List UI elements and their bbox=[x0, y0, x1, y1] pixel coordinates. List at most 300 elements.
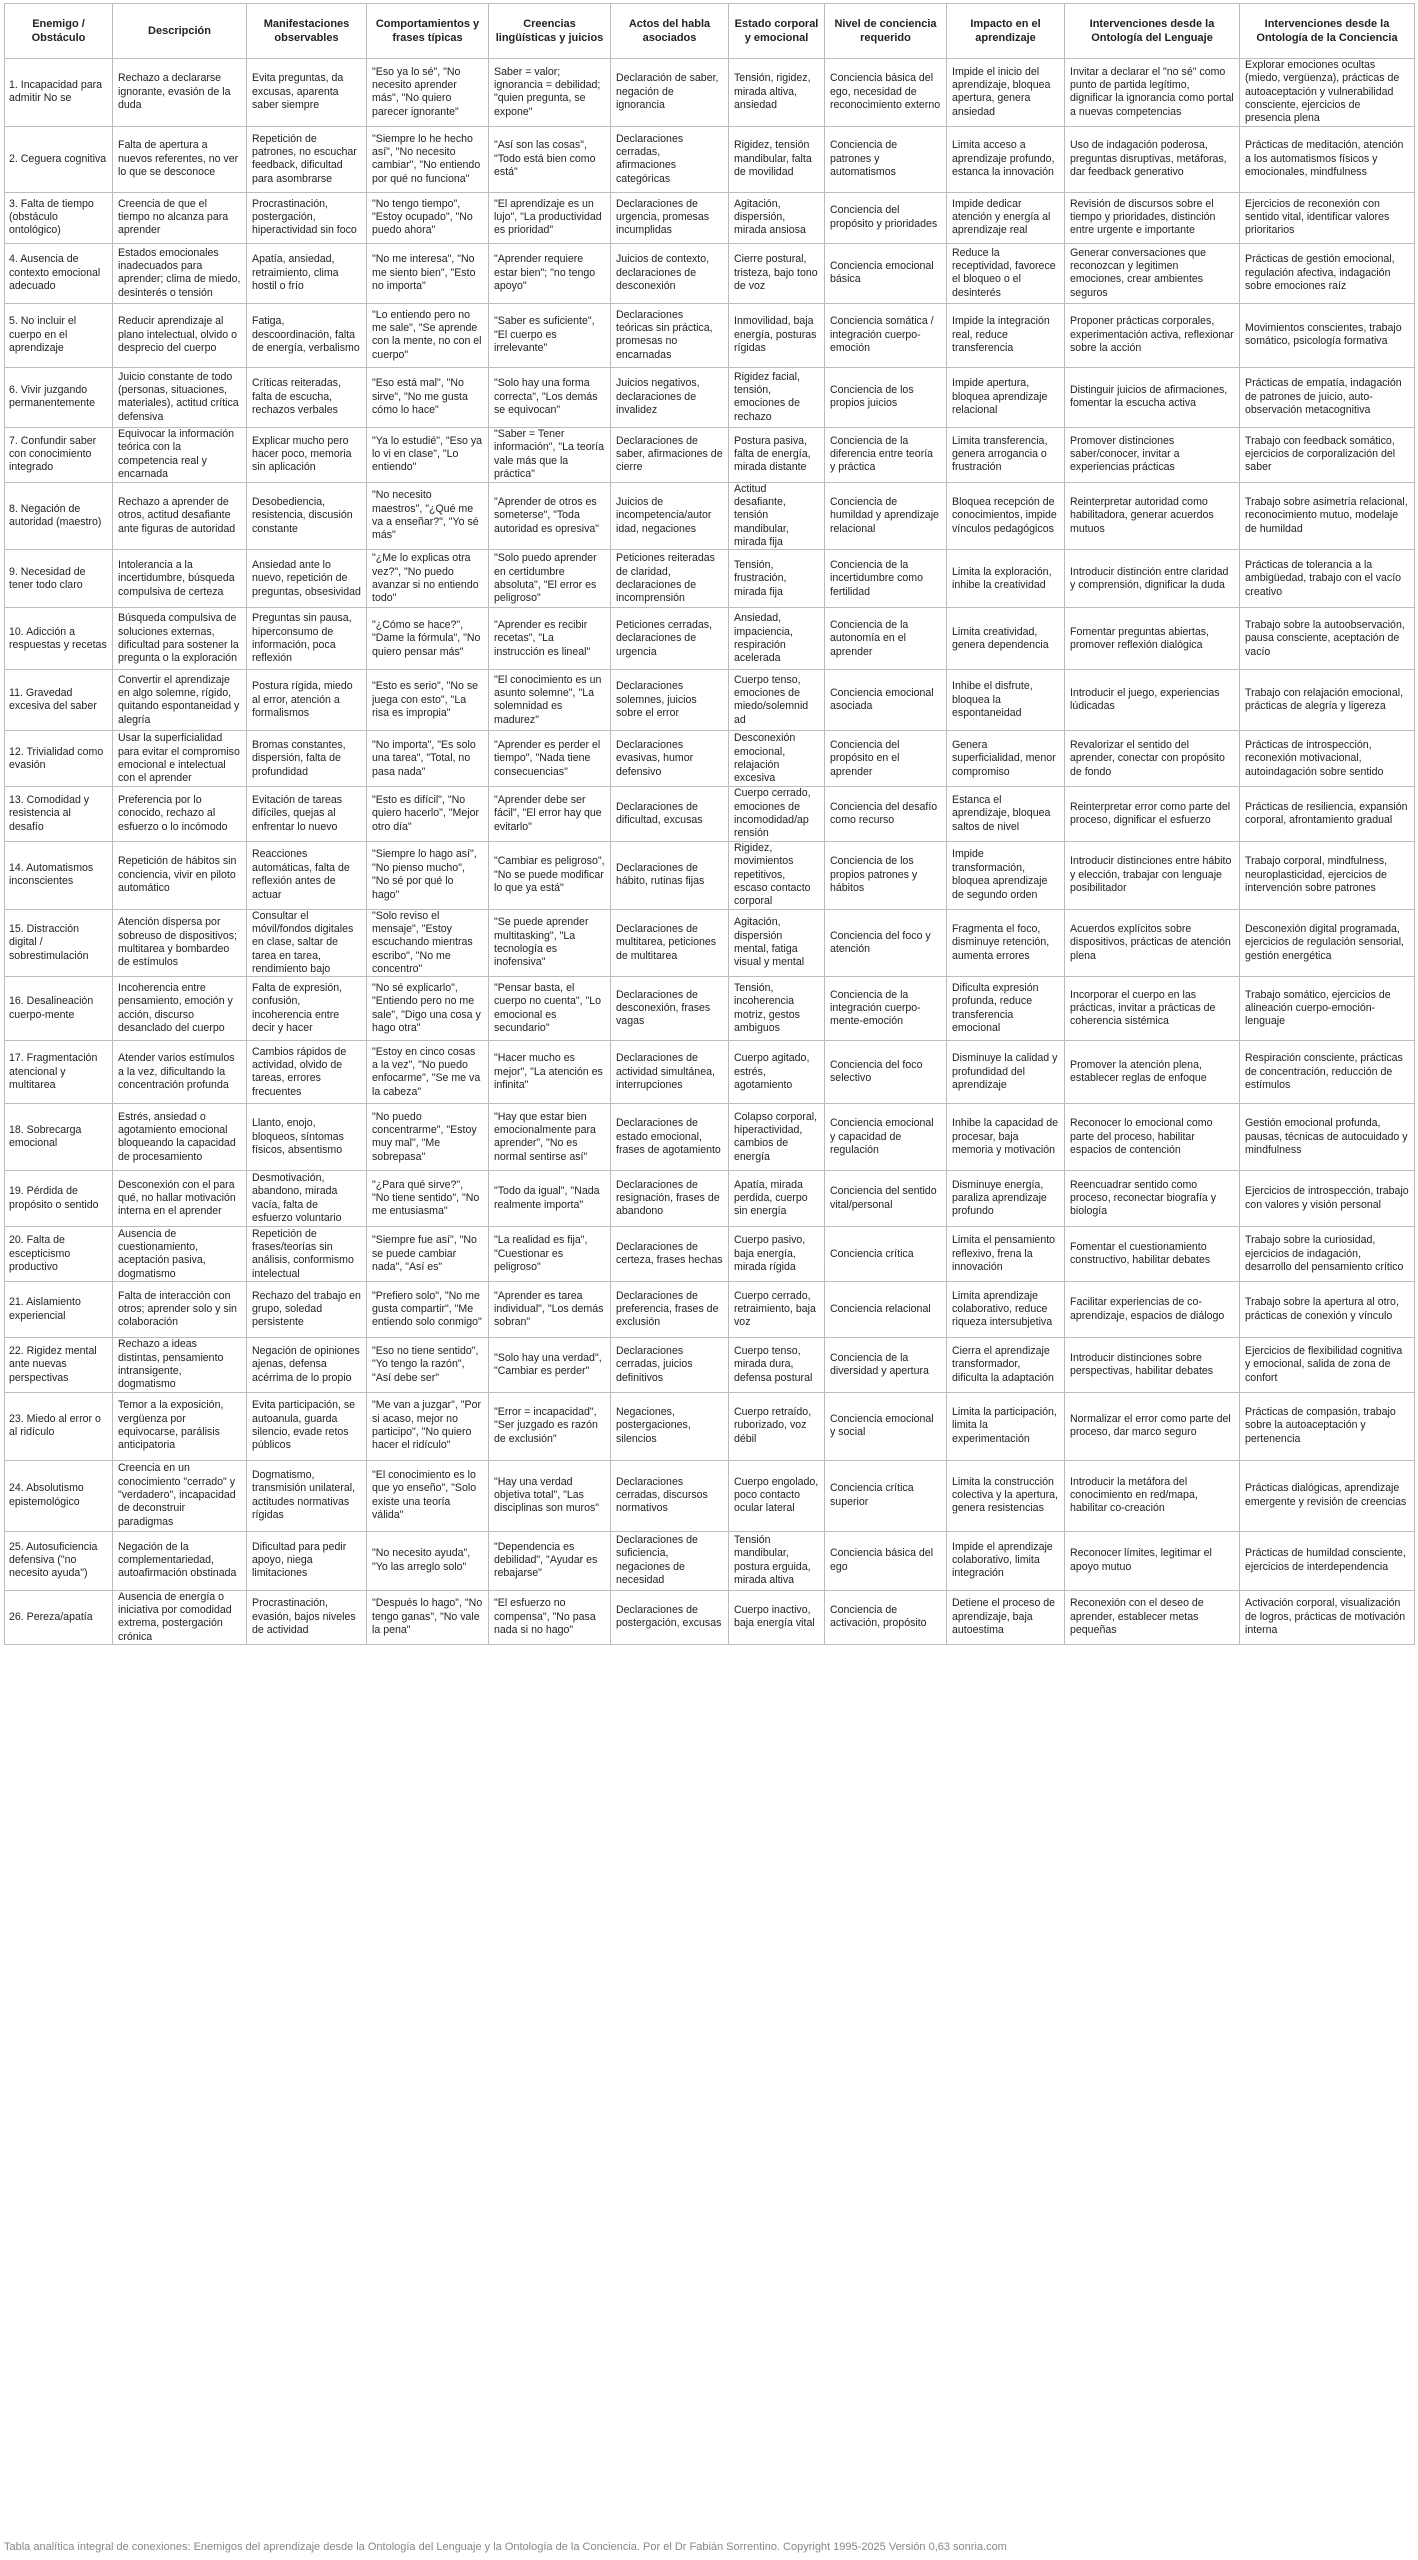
cell-body-state: Apatía, mirada perdida, cuerpo sin energía bbox=[729, 1171, 825, 1227]
cell-phrases: "No puedo concentrarme", "Estoy muy mal", "Me sobrepasa" bbox=[367, 1104, 489, 1171]
cell-learning-impact: Inhibe la capacidad de procesar, baja memoria y motivación bbox=[947, 1104, 1065, 1171]
cell-description: Rechazo a declararse ignorante, evasión de la duda bbox=[113, 59, 247, 127]
cell-obstacle: 7. Confundir saber con conocimiento integrado bbox=[5, 427, 113, 482]
cell-learning-impact: Limita el pensamiento reflexivo, frena la innovación bbox=[947, 1227, 1065, 1282]
cell-description: Desconexión con el para qué, no hallar motivación interna en el aprender bbox=[113, 1171, 247, 1227]
cell-learning-impact: Impide el inicio del aprendizaje, bloquea apertura, genera ansiedad bbox=[947, 59, 1065, 127]
cell-description: Juicio constante de todo (personas, situaciones, materiales), actitud crítica defensiva bbox=[113, 367, 247, 427]
cell-phrases: "Después lo hago", "No tengo ganas", "No vale la pena" bbox=[367, 1590, 489, 1644]
cell-beliefs: "Cambiar es peligroso", "No se puede modificar lo que ya está" bbox=[489, 841, 611, 909]
cell-body-state: Cuerpo agitado, estrés, agotamiento bbox=[729, 1041, 825, 1104]
cell-beliefs: "Se puede aprender multitasking", "La tecnología es inofensiva" bbox=[489, 909, 611, 977]
cell-consciousness-intervention: Activación corporal, visualización de logros, prácticas de motivación interna bbox=[1240, 1590, 1415, 1644]
cell-beliefs: "Aprender es perder el tiempo", "Nada tiene consecuencias" bbox=[489, 731, 611, 787]
cell-language-intervention: Introducir distinciones entre hábito y elección, trabajar con lenguaje posibilitador bbox=[1065, 841, 1240, 909]
cell-consciousness-intervention: Gestión emocional profunda, pausas, técnicas de autocuidado y mindfulness bbox=[1240, 1104, 1415, 1171]
cell-consciousness-intervention: Prácticas de resiliencia, expansión corporal, afrontamiento gradual bbox=[1240, 787, 1415, 841]
cell-awareness-level: Conciencia emocional y capacidad de regulación bbox=[825, 1104, 947, 1171]
cell-beliefs: "Error = incapacidad", "Ser juzgado es razón de exclusión" bbox=[489, 1392, 611, 1460]
cell-beliefs: "El esfuerzo no compensa", "No pasa nada si no hago" bbox=[489, 1590, 611, 1644]
cell-awareness-level: Conciencia relacional bbox=[825, 1282, 947, 1338]
table-row bbox=[5, 1227, 1415, 1282]
cell-awareness-level: Conciencia de la diversidad y apertura bbox=[825, 1338, 947, 1392]
table-row bbox=[5, 1590, 1415, 1644]
cell-obstacle: 18. Sobrecarga emocional bbox=[5, 1104, 113, 1171]
cell-body-state: Tensión mandibular, postura erguida, mirada altiva bbox=[729, 1531, 825, 1590]
cell-consciousness-intervention: Trabajo con relajación emocional, prácticas de alegría y ligereza bbox=[1240, 670, 1415, 731]
cell-consciousness-intervention: Ejercicios de introspección, trabajo con valores y visión personal bbox=[1240, 1171, 1415, 1227]
cell-phrases: "Lo entiendo pero no me sale", "Se aprende con la mente, no con el cuerpo" bbox=[367, 303, 489, 367]
cell-beliefs: "El aprendizaje es un lujo", "La productividad es prioridad" bbox=[489, 192, 611, 243]
cell-body-state: Colapso corporal, hiperactividad, cambios de energía bbox=[729, 1104, 825, 1171]
cell-language-intervention: Reinterpretar autoridad como habilitadora, generar acuerdos mutuos bbox=[1065, 482, 1240, 550]
table-row bbox=[5, 367, 1415, 427]
cell-speech-acts: Declaraciones teóricas sin práctica, promesas no encarnadas bbox=[611, 303, 729, 367]
cell-consciousness-intervention: Prácticas de empatía, indagación de patrones de juicio, auto-observación metacognitiva bbox=[1240, 367, 1415, 427]
cell-obstacle: 24. Absolutismo epistemológico bbox=[5, 1460, 113, 1531]
cell-beliefs: "Saber = Tener información", "La teoría vale más que la práctica" bbox=[489, 427, 611, 482]
cell-awareness-level: Conciencia básica del ego, necesidad de reconocimiento externo bbox=[825, 59, 947, 127]
cell-speech-acts: Declaraciones de saber, afirmaciones de cierre bbox=[611, 427, 729, 482]
document-page bbox=[4, 3, 1414, 1645]
cell-phrases: "No necesito maestros", "¿Qué me va a enseñar?", "Yo sé más" bbox=[367, 482, 489, 550]
cell-consciousness-intervention: Trabajo sobre asimetría relacional, reconocimiento mutuo, modelaje de humildad bbox=[1240, 482, 1415, 550]
cell-language-intervention: Introducir la metáfora del conocimiento en red/mapa, habilitar co-creación bbox=[1065, 1460, 1240, 1531]
table-row bbox=[5, 1041, 1415, 1104]
cell-speech-acts: Juicios negativos, declaraciones de invalidez bbox=[611, 367, 729, 427]
cell-phrases: "Eso ya lo sé", "No necesito aprender más", "No quiero parecer ignorante" bbox=[367, 59, 489, 127]
cell-phrases: "Solo reviso el mensaje", "Estoy escuchando mientras escribo", "No me concentro" bbox=[367, 909, 489, 977]
cell-consciousness-intervention: Prácticas de tolerancia a la ambigüedad, trabajo con el vacío creativo bbox=[1240, 550, 1415, 608]
cell-manifestations: Críticas reiteradas, falta de escucha, rechazos verbales bbox=[247, 367, 367, 427]
cell-obstacle: 3. Falta de tiempo (obstáculo ontológico) bbox=[5, 192, 113, 243]
cell-awareness-level: Conciencia crítica bbox=[825, 1227, 947, 1282]
table-row bbox=[5, 1531, 1415, 1590]
cell-body-state: Inmovilidad, baja energía, posturas rígidas bbox=[729, 303, 825, 367]
cell-obstacle: 4. Ausencia de contexto emocional adecuado bbox=[5, 243, 113, 303]
cell-manifestations: Desobediencia, resistencia, discusión constante bbox=[247, 482, 367, 550]
cell-speech-acts: Declaraciones de suficiencia, negaciones de necesidad bbox=[611, 1531, 729, 1590]
table-row bbox=[5, 59, 1415, 127]
cell-speech-acts: Declaraciones cerradas, afirmaciones categóricas bbox=[611, 126, 729, 192]
cell-manifestations: Explicar mucho pero hacer poco, memoria sin aplicación bbox=[247, 427, 367, 482]
cell-consciousness-intervention: Ejercicios de flexibilidad cognitiva y emocional, salida de zona de confort bbox=[1240, 1338, 1415, 1392]
cell-manifestations: Desmotivación, abandono, mirada vacía, falta de esfuerzo voluntario bbox=[247, 1171, 367, 1227]
cell-body-state: Cuerpo cerrado, emociones de incomodidad/ap rensión bbox=[729, 787, 825, 841]
cell-beliefs: "Solo puedo aprender en certidumbre absoluta", "El error es peligroso" bbox=[489, 550, 611, 608]
table-row bbox=[5, 1171, 1415, 1227]
cell-beliefs: "Solo hay una forma correcta", "Los demás se equivocan" bbox=[489, 367, 611, 427]
cell-beliefs: "Hacer mucho es mejor", "La atención es infinita" bbox=[489, 1041, 611, 1104]
cell-phrases: "Esto es difícil", "No quiero hacerlo", "Mejor otro día" bbox=[367, 787, 489, 841]
cell-obstacle: 16. Desalineación cuerpo-mente bbox=[5, 977, 113, 1041]
column-header-learning-impact: Impacto en el aprendizaje bbox=[947, 4, 1065, 59]
cell-language-intervention: Reconocer límites, legitimar el apoyo mutuo bbox=[1065, 1531, 1240, 1590]
cell-description: Atención dispersa por sobreuso de dispositivos; multitarea y bombardeo de estímulos bbox=[113, 909, 247, 977]
cell-obstacle: 22. Rigidez mental ante nuevas perspectivas bbox=[5, 1338, 113, 1392]
cell-description: Ausencia de energía o iniciativa por comodidad extrema, postergación crónica bbox=[113, 1590, 247, 1644]
cell-language-intervention: Promover distinciones saber/conocer, invitar a experiencias prácticas bbox=[1065, 427, 1240, 482]
cell-awareness-level: Conciencia somática / integración cuerpo-emoción bbox=[825, 303, 947, 367]
cell-phrases: "¿Me lo explicas otra vez?", "No puedo avanzar si no entiendo todo" bbox=[367, 550, 489, 608]
cell-body-state: Cuerpo tenso, emociones de miedo/solemnid ad bbox=[729, 670, 825, 731]
cell-obstacle: 17. Fragmentación atencional y multitarea bbox=[5, 1041, 113, 1104]
cell-beliefs: "Saber es suficiente", "El cuerpo es irrelevante" bbox=[489, 303, 611, 367]
table-row bbox=[5, 126, 1415, 192]
cell-language-intervention: Acuerdos explícitos sobre dispositivos, prácticas de atención plena bbox=[1065, 909, 1240, 977]
cell-description: Intolerancia a la incertidumbre, búsqueda compulsiva de certeza bbox=[113, 550, 247, 608]
cell-description: Búsqueda compulsiva de soluciones externas, dificultad para sostener la pregunta o la exploración bbox=[113, 608, 247, 670]
table-row bbox=[5, 303, 1415, 367]
cell-awareness-level: Conciencia de la autonomía en el aprender bbox=[825, 608, 947, 670]
cell-obstacle: 20. Falta de escepticismo productivo bbox=[5, 1227, 113, 1282]
cell-consciousness-intervention: Prácticas de gestión emocional, regulación afectiva, indagación sobre emociones raíz bbox=[1240, 243, 1415, 303]
cell-description: Convertir el aprendizaje en algo solemne, rígido, quitando espontaneidad y alegría bbox=[113, 670, 247, 731]
cell-awareness-level: Conciencia del propósito y prioridades bbox=[825, 192, 947, 243]
cell-learning-impact: Limita la construcción colectiva y la apertura, genera resistencias bbox=[947, 1460, 1065, 1531]
cell-obstacle: 21. Aislamiento experiencial bbox=[5, 1282, 113, 1338]
cell-body-state: Cuerpo inactivo, baja energía vital bbox=[729, 1590, 825, 1644]
cell-consciousness-intervention: Trabajo sobre la autoobservación, pausa consciente, aceptación de vacío bbox=[1240, 608, 1415, 670]
cell-obstacle: 9. Necesidad de tener todo claro bbox=[5, 550, 113, 608]
cell-consciousness-intervention: Trabajo sobre la apertura al otro, prácticas de conexión y vínculo bbox=[1240, 1282, 1415, 1338]
cell-learning-impact: Limita acceso a aprendizaje profundo, estanca la innovación bbox=[947, 126, 1065, 192]
cell-phrases: "No tengo tiempo", "Estoy ocupado", "No puedo ahora" bbox=[367, 192, 489, 243]
cell-description: Falta de interacción con otros; aprender solo y sin colaboración bbox=[113, 1282, 247, 1338]
cell-beliefs: "Solo hay una verdad", "Cambiar es perder" bbox=[489, 1338, 611, 1392]
cell-description: Usar la superficialidad para evitar el compromiso emocional e intelectual con el aprender bbox=[113, 731, 247, 787]
table-row bbox=[5, 1392, 1415, 1460]
cell-phrases: "Estoy en cinco cosas a la vez", "No puedo enfocarme", "Se me va la cabeza" bbox=[367, 1041, 489, 1104]
cell-description: Estrés, ansiedad o agotamiento emocional bloqueando la capacidad de procesamiento bbox=[113, 1104, 247, 1171]
cell-awareness-level: Conciencia de humildad y aprendizaje relacional bbox=[825, 482, 947, 550]
cell-phrases: "Eso está mal", "No sirve", "No me gusta cómo lo hace" bbox=[367, 367, 489, 427]
cell-beliefs: "El conocimiento es un asunto solemne", "La solemnidad es madurez" bbox=[489, 670, 611, 731]
cell-phrases: "No sé explicarlo", "Entiendo pero no me sale", "Digo una cosa y hago otra" bbox=[367, 977, 489, 1041]
cell-description: Rechazo a aprender de otros, actitud desafiante ante figuras de autoridad bbox=[113, 482, 247, 550]
cell-manifestations: Procrastinación, postergación, hiperactividad sin foco bbox=[247, 192, 367, 243]
cell-speech-acts: Peticiones reiteradas de claridad, declaraciones de incomprensión bbox=[611, 550, 729, 608]
cell-speech-acts: Juicios de contexto, declaraciones de desconexión bbox=[611, 243, 729, 303]
table-row bbox=[5, 841, 1415, 909]
cell-manifestations: Fatiga, descoordinación, falta de energía, verbalismo bbox=[247, 303, 367, 367]
cell-language-intervention: Reconexión con el deseo de aprender, establecer metas pequeñas bbox=[1065, 1590, 1240, 1644]
table-row bbox=[5, 731, 1415, 787]
cell-manifestations: Repetición de frases/teorías sin análisis, conformismo intelectual bbox=[247, 1227, 367, 1282]
cell-manifestations: Negación de opiniones ajenas, defensa acérrima de lo propio bbox=[247, 1338, 367, 1392]
cell-obstacle: 8. Negación de autoridad (maestro) bbox=[5, 482, 113, 550]
cell-language-intervention: Fomentar el cuestionamiento constructivo, habilitar debates bbox=[1065, 1227, 1240, 1282]
cell-beliefs: "Aprender debe ser fácil", "El error hay que evitarlo" bbox=[489, 787, 611, 841]
cell-manifestations: Consultar el móvil/fondos digitales en clase, saltar de tarea en tarea, rendimiento bajo bbox=[247, 909, 367, 977]
cell-speech-acts: Declaraciones de postergación, excusas bbox=[611, 1590, 729, 1644]
cell-obstacle: 2. Ceguera cognitiva bbox=[5, 126, 113, 192]
cell-learning-impact: Bloquea recepción de conocimientos, impide vínculos pedagógicos bbox=[947, 482, 1065, 550]
cell-phrases: "Prefiero solo", "No me gusta compartir", "Me entiendo solo conmigo" bbox=[367, 1282, 489, 1338]
cell-speech-acts: Declaraciones de desconexión, frases vagas bbox=[611, 977, 729, 1041]
cell-description: Rechazo a ideas distintas, pensamiento intransigente, dogmatismo bbox=[113, 1338, 247, 1392]
cell-language-intervention: Reinterpretar error como parte del proceso, dignificar el esfuerzo bbox=[1065, 787, 1240, 841]
column-header-beliefs: Creencias lingüísticas y juicios bbox=[489, 4, 611, 59]
table-header-row bbox=[5, 4, 1415, 59]
cell-consciousness-intervention: Trabajo corporal, mindfulness, neuroplasticidad, ejercicios de intervención sobre patrones bbox=[1240, 841, 1415, 909]
cell-beliefs: "Así son las cosas", "Todo está bien como está" bbox=[489, 126, 611, 192]
cell-phrases: "Siempre lo he hecho así", "No necesito cambiar", "No entiendo por qué no funciona" bbox=[367, 126, 489, 192]
table-row bbox=[5, 1104, 1415, 1171]
cell-body-state: Agitación, dispersión mental, fatiga visual y mental bbox=[729, 909, 825, 977]
column-header-speech-acts: Actos del habla asociados bbox=[611, 4, 729, 59]
cell-learning-impact: Dificulta expresión profunda, reduce transferencia emocional bbox=[947, 977, 1065, 1041]
cell-description: Estados emocionales inadecuados para aprender; clima de miedo, desinterés o tensión bbox=[113, 243, 247, 303]
cell-phrases: "Esto es serio", "No se juega con esto", "La risa es impropia" bbox=[367, 670, 489, 731]
cell-manifestations: Cambios rápidos de actividad, olvido de tareas, errores frecuentes bbox=[247, 1041, 367, 1104]
cell-awareness-level: Conciencia de los propios patrones y hábitos bbox=[825, 841, 947, 909]
cell-manifestations: Bromas constantes, dispersión, falta de profundidad bbox=[247, 731, 367, 787]
cell-consciousness-intervention: Trabajo sobre la curiosidad, ejercicios de indagación, desarrollo del pensamiento crítico bbox=[1240, 1227, 1415, 1282]
cell-consciousness-intervention: Prácticas de compasión, trabajo sobre la autoaceptación y pertenencia bbox=[1240, 1392, 1415, 1460]
table-body bbox=[5, 59, 1415, 1645]
footer-caption: Tabla analítica integral de conexiones: Enemigos del aprendizaje desde la Ontología del Lenguaje y la Ontología de la Conciencia. Por el Dr Fabián Sorrentino. Copyright 1995-2025 Versión 0,63 sonria.com bbox=[4, 2541, 1007, 2553]
cell-consciousness-intervention: Trabajo somático, ejercicios de alineación cuerpo-emoción-lenguaje bbox=[1240, 977, 1415, 1041]
cell-body-state: Cuerpo tenso, mirada dura, defensa postural bbox=[729, 1338, 825, 1392]
cell-consciousness-intervention: Ejercicios de reconexión con sentido vital, identificar valores prioritarios bbox=[1240, 192, 1415, 243]
cell-obstacle: 23. Miedo al error o al ridículo bbox=[5, 1392, 113, 1460]
cell-beliefs: "Dependencia es debilidad", "Ayudar es rebajarse" bbox=[489, 1531, 611, 1590]
cell-body-state: Tensión, frustración, mirada fija bbox=[729, 550, 825, 608]
cell-body-state: Cuerpo engolado, poco contacto ocular lateral bbox=[729, 1460, 825, 1531]
cell-beliefs: "Aprender es tarea individual", "Los demás sobran" bbox=[489, 1282, 611, 1338]
cell-learning-impact: Fragmenta el foco, disminuye retención, aumenta errores bbox=[947, 909, 1065, 977]
cell-consciousness-intervention: Respiración consciente, prácticas de concentración, reducción de estímulos bbox=[1240, 1041, 1415, 1104]
cell-beliefs: Saber = valor; ignorancia = debilidad; "quien pregunta, se expone" bbox=[489, 59, 611, 127]
cell-obstacle: 5. No incluir el cuerpo en el aprendizaje bbox=[5, 303, 113, 367]
cell-awareness-level: Conciencia del propósito en el aprender bbox=[825, 731, 947, 787]
cell-language-intervention: Introducir distinción entre claridad y comprensión, dignificar la duda bbox=[1065, 550, 1240, 608]
cell-learning-impact: Limita creatividad, genera dependencia bbox=[947, 608, 1065, 670]
cell-manifestations: Falta de expresión, confusión, incoherencia entre decir y hacer bbox=[247, 977, 367, 1041]
cell-phrases: "El conocimiento es lo que yo enseño", "Solo existe una teoría válida" bbox=[367, 1460, 489, 1531]
table-row bbox=[5, 608, 1415, 670]
cell-obstacle: 19. Pérdida de propósito o sentido bbox=[5, 1171, 113, 1227]
cell-manifestations: Evitación de tareas difíciles, quejas al enfrentar lo nuevo bbox=[247, 787, 367, 841]
cell-description: Repetición de hábitos sin conciencia, vivir en piloto automático bbox=[113, 841, 247, 909]
cell-body-state: Tensión, rigidez, mirada altiva, ansiedad bbox=[729, 59, 825, 127]
cell-speech-acts: Declaración de saber, negación de ignorancia bbox=[611, 59, 729, 127]
cell-awareness-level: Conciencia de la diferencia entre teoría y práctica bbox=[825, 427, 947, 482]
cell-speech-acts: Peticiones cerradas, declaraciones de urgencia bbox=[611, 608, 729, 670]
cell-obstacle: 6. Vivir juzgando permanentemente bbox=[5, 367, 113, 427]
cell-speech-acts: Declaraciones de resignación, frases de abandono bbox=[611, 1171, 729, 1227]
cell-body-state: Rigidez, movimientos repetitivos, escaso contacto corporal bbox=[729, 841, 825, 909]
cell-speech-acts: Declaraciones de estado emocional, frases de agotamiento bbox=[611, 1104, 729, 1171]
cell-consciousness-intervention: Prácticas dialógicas, aprendizaje emergente y revisión de creencias bbox=[1240, 1460, 1415, 1531]
cell-beliefs: "Aprender es recibir recetas", "La instrucción es lineal" bbox=[489, 608, 611, 670]
cell-speech-acts: Declaraciones de hábito, rutinas fijas bbox=[611, 841, 729, 909]
cell-body-state: Postura pasiva, falta de energía, mirada distante bbox=[729, 427, 825, 482]
cell-obstacle: 14. Automatismos inconscientes bbox=[5, 841, 113, 909]
table-row bbox=[5, 977, 1415, 1041]
cell-consciousness-intervention: Explorar emociones ocultas (miedo, vergüenza), prácticas de autoaceptación y vulnerabilidad consciente, ejercicios de presencia plena bbox=[1240, 59, 1415, 127]
column-header-obstacle: Enemigo / Obstáculo bbox=[5, 4, 113, 59]
cell-description: Creencia en un conocimiento "cerrado" y "verdadero", incapacidad de deconstruir paradigmas bbox=[113, 1460, 247, 1531]
cell-manifestations: Repetición de patrones, no escuchar feedback, dificultad para asombrarse bbox=[247, 126, 367, 192]
cell-language-intervention: Promover la atención plena, establecer reglas de enfoque bbox=[1065, 1041, 1240, 1104]
cell-description: Creencia de que el tiempo no alcanza para aprender bbox=[113, 192, 247, 243]
cell-awareness-level: Conciencia de patrones y automatismos bbox=[825, 126, 947, 192]
cell-learning-impact: Disminuye energía, paraliza aprendizaje profundo bbox=[947, 1171, 1065, 1227]
cell-awareness-level: Conciencia básica del ego bbox=[825, 1531, 947, 1590]
cell-manifestations: Reacciones automáticas, falta de reflexión antes de actuar bbox=[247, 841, 367, 909]
cell-body-state: Cuerpo pasivo, baja energía, mirada rígida bbox=[729, 1227, 825, 1282]
cell-awareness-level: Conciencia emocional y social bbox=[825, 1392, 947, 1460]
cell-body-state: Cuerpo cerrado, retraimiento, baja voz bbox=[729, 1282, 825, 1338]
table-row bbox=[5, 427, 1415, 482]
cell-awareness-level: Conciencia crítica superior bbox=[825, 1460, 947, 1531]
cell-phrases: "Eso no tiene sentido", "Yo tengo la razón", "Así debe ser" bbox=[367, 1338, 489, 1392]
cell-learning-impact: Limita la participación, limita la experimentación bbox=[947, 1392, 1065, 1460]
cell-speech-acts: Declaraciones de certeza, frases hechas bbox=[611, 1227, 729, 1282]
cell-learning-impact: Detiene el proceso de aprendizaje, baja autoestima bbox=[947, 1590, 1065, 1644]
cell-body-state: Actitud desafiante, tensión mandibular, mirada fija bbox=[729, 482, 825, 550]
cell-obstacle: 26. Pereza/apatía bbox=[5, 1590, 113, 1644]
cell-manifestations: Rechazo del trabajo en grupo, soledad persistente bbox=[247, 1282, 367, 1338]
table-row bbox=[5, 670, 1415, 731]
cell-learning-impact: Limita transferencia, genera arrogancia o frustración bbox=[947, 427, 1065, 482]
cell-body-state: Cuerpo retraído, ruborizado, voz débil bbox=[729, 1392, 825, 1460]
cell-phrases: "¿Cómo se hace?", "Dame la fórmula", "No quiero pensar más" bbox=[367, 608, 489, 670]
column-header-awareness-level: Nivel de conciencia requerido bbox=[825, 4, 947, 59]
cell-learning-impact: Cierra el aprendizaje transformador, dificulta la adaptación bbox=[947, 1338, 1065, 1392]
cell-phrases: "No me interesa", "No me siento bien", "Esto no importa" bbox=[367, 243, 489, 303]
cell-body-state: Rigidez facial, tensión, emociones de rechazo bbox=[729, 367, 825, 427]
cell-learning-impact: Limita aprendizaje colaborativo, reduce riqueza intersubjetiva bbox=[947, 1282, 1065, 1338]
cell-body-state: Ansiedad, impaciencia, respiración acelerada bbox=[729, 608, 825, 670]
cell-manifestations: Dogmatismo, transmisión unilateral, actitudes normativas rígidas bbox=[247, 1460, 367, 1531]
table-row bbox=[5, 1460, 1415, 1531]
cell-body-state: Cierre postural, tristeza, bajo tono de voz bbox=[729, 243, 825, 303]
cell-phrases: "Siempre lo hago así", "No pienso mucho", "No sé por qué lo hago" bbox=[367, 841, 489, 909]
cell-consciousness-intervention: Prácticas de introspección, reconexión motivacional, autoindagación sobre sentido bbox=[1240, 731, 1415, 787]
cell-speech-acts: Declaraciones de dificultad, excusas bbox=[611, 787, 729, 841]
cell-awareness-level: Conciencia de activación, propósito bbox=[825, 1590, 947, 1644]
cell-description: Falta de apertura a nuevos referentes, no ver lo que se desconoce bbox=[113, 126, 247, 192]
cell-consciousness-intervention: Trabajo con feedback somático, ejercicios de corporalización del saber bbox=[1240, 427, 1415, 482]
cell-language-intervention: Introducir el juego, experiencias lúdicadas bbox=[1065, 670, 1240, 731]
cell-phrases: "No necesito ayuda", "Yo las arreglo solo" bbox=[367, 1531, 489, 1590]
cell-speech-acts: Declaraciones evasivas, humor defensivo bbox=[611, 731, 729, 787]
cell-description: Incoherencia entre pensamiento, emoción y acción, discurso desanclado del cuerpo bbox=[113, 977, 247, 1041]
cell-learning-impact: Impide transformación, bloquea aprendizaje de segundo orden bbox=[947, 841, 1065, 909]
cell-speech-acts: Declaraciones solemnes, juicios sobre el error bbox=[611, 670, 729, 731]
cell-consciousness-intervention: Prácticas de meditación, atención a los automatismos físicos y emocionales, mindfulness bbox=[1240, 126, 1415, 192]
cell-consciousness-intervention: Prácticas de humildad consciente, ejercicios de interdependencia bbox=[1240, 1531, 1415, 1590]
cell-language-intervention: Incorporar el cuerpo en las prácticas, invitar a prácticas de coherencia sistémica bbox=[1065, 977, 1240, 1041]
cell-language-intervention: Introducir distinciones sobre perspectivas, habilitar debates bbox=[1065, 1338, 1240, 1392]
cell-obstacle: 25. Autosuficiencia defensiva ("no necesito ayuda") bbox=[5, 1531, 113, 1590]
table-row bbox=[5, 243, 1415, 303]
cell-body-state: Rigidez, tensión mandibular, falta de movilidad bbox=[729, 126, 825, 192]
cell-manifestations: Apatía, ansiedad, retraimiento, clima hostil o frío bbox=[247, 243, 367, 303]
cell-language-intervention: Proponer prácticas corporales, experimentación activa, reflexionar sobre la acción bbox=[1065, 303, 1240, 367]
cell-manifestations: Postura rígida, miedo al error, atención a formalismos bbox=[247, 670, 367, 731]
column-header-manifestations: Manifestaciones observables bbox=[247, 4, 367, 59]
cell-manifestations: Llanto, enojo, bloqueos, síntomas físicos, absentismo bbox=[247, 1104, 367, 1171]
cell-speech-acts: Declaraciones de multitarea, peticiones de multitarea bbox=[611, 909, 729, 977]
cell-phrases: "Siempre fue así", "No se puede cambiar nada", "Así es" bbox=[367, 1227, 489, 1282]
cell-phrases: "No importa", "Es solo una tarea", "Total, no pasa nada" bbox=[367, 731, 489, 787]
cell-obstacle: 11. Gravedad excesiva del saber bbox=[5, 670, 113, 731]
cell-body-state: Tensión, incoherencia motriz, gestos ambiguos bbox=[729, 977, 825, 1041]
cell-awareness-level: Conciencia del foco selectivo bbox=[825, 1041, 947, 1104]
cell-language-intervention: Reconocer lo emocional como parte del proceso, habilitar espacios de contención bbox=[1065, 1104, 1240, 1171]
cell-manifestations: Preguntas sin pausa, hiperconsumo de información, poca reflexión bbox=[247, 608, 367, 670]
cell-description: Negación de la complementariedad, autoafirmación obstinada bbox=[113, 1531, 247, 1590]
cell-language-intervention: Normalizar el error como parte del proceso, dar marco seguro bbox=[1065, 1392, 1240, 1460]
cell-learning-impact: Disminuye la calidad y profundidad del aprendizaje bbox=[947, 1041, 1065, 1104]
cell-beliefs: "Hay que estar bien emocionalmente para aprender", "No es normal sentirse así" bbox=[489, 1104, 611, 1171]
cell-speech-acts: Declaraciones de actividad simultánea, interrupciones bbox=[611, 1041, 729, 1104]
column-header-body-state: Estado corporal y emocional bbox=[729, 4, 825, 59]
cell-body-state: Agitación, dispersión, mirada ansiosa bbox=[729, 192, 825, 243]
cell-learning-impact: Inhibe el disfrute, bloquea la espontaneidad bbox=[947, 670, 1065, 731]
cell-description: Temor a la exposición, vergüenza por equivocarse, parálisis anticipatoria bbox=[113, 1392, 247, 1460]
cell-language-intervention: Revalorizar el sentido del aprender, conectar con propósito de fondo bbox=[1065, 731, 1240, 787]
cell-obstacle: 12. Trivialidad como evasión bbox=[5, 731, 113, 787]
cell-learning-impact: Impide la integración real, reduce transferencia bbox=[947, 303, 1065, 367]
cell-manifestations: Evita participación, se autoanula, guarda silencio, evade retos públicos bbox=[247, 1392, 367, 1460]
cell-learning-impact: Impide dedicar atención y energía al aprendizaje real bbox=[947, 192, 1065, 243]
column-header-language-intervention: Intervenciones desde la Ontología del Lenguaje bbox=[1065, 4, 1240, 59]
cell-beliefs: "Aprender requiere estar bien"; "no tengo apoyo" bbox=[489, 243, 611, 303]
cell-learning-impact: Impide el aprendizaje colaborativo, limita integración bbox=[947, 1531, 1065, 1590]
cell-description: Equivocar la información teórica con la competencia real y encarnada bbox=[113, 427, 247, 482]
cell-obstacle: 10. Adicción a respuestas y recetas bbox=[5, 608, 113, 670]
cell-awareness-level: Conciencia emocional básica bbox=[825, 243, 947, 303]
cell-awareness-level: Conciencia del desafío como recurso bbox=[825, 787, 947, 841]
cell-description: Preferencia por lo conocido, rechazo al esfuerzo o lo incómodo bbox=[113, 787, 247, 841]
cell-manifestations: Procrastinación, evasión, bajos niveles de actividad bbox=[247, 1590, 367, 1644]
cell-obstacle: 13. Comodidad y resistencia al desafío bbox=[5, 787, 113, 841]
cell-description: Reducir aprendizaje al plano intelectual, olvido o desprecio del cuerpo bbox=[113, 303, 247, 367]
cell-speech-acts: Declaraciones cerradas, discursos normativos bbox=[611, 1460, 729, 1531]
table-row bbox=[5, 787, 1415, 841]
cell-beliefs: "Aprender de otros es someterse", "Toda autoridad es opresiva" bbox=[489, 482, 611, 550]
cell-manifestations: Evita preguntas, da excusas, aparenta saber siempre bbox=[247, 59, 367, 127]
obstacles-table bbox=[4, 3, 1415, 1645]
cell-awareness-level: Conciencia de la integración cuerpo-mente-emoción bbox=[825, 977, 947, 1041]
cell-language-intervention: Distinguir juicios de afirmaciones, fomentar la escucha activa bbox=[1065, 367, 1240, 427]
cell-speech-acts: Declaraciones de urgencia, promesas incumplidas bbox=[611, 192, 729, 243]
cell-learning-impact: Estanca el aprendizaje, bloquea saltos de nivel bbox=[947, 787, 1065, 841]
cell-language-intervention: Invitar a declarar el "no sé" como punto de partida legítimo, dignificar la ignorancia como portal a nuevas competencias bbox=[1065, 59, 1240, 127]
table-row bbox=[5, 192, 1415, 243]
cell-description: Ausencia de cuestionamiento, aceptación pasiva, dogmatismo bbox=[113, 1227, 247, 1282]
cell-language-intervention: Revisión de discursos sobre el tiempo y prioridades, distinción entre urgente e importante bbox=[1065, 192, 1240, 243]
cell-body-state: Desconexión emocional, relajación excesiva bbox=[729, 731, 825, 787]
cell-language-intervention: Facilitar experiencias de co-aprendizaje, espacios de diálogo bbox=[1065, 1282, 1240, 1338]
cell-consciousness-intervention: Movimientos conscientes, trabajo somático, psicología formativa bbox=[1240, 303, 1415, 367]
cell-awareness-level: Conciencia emocional asociada bbox=[825, 670, 947, 731]
cell-manifestations: Dificultad para pedir apoyo, niega limitaciones bbox=[247, 1531, 367, 1590]
cell-beliefs: "Hay una verdad objetiva total", "Las disciplinas son muros" bbox=[489, 1460, 611, 1531]
table-row bbox=[5, 550, 1415, 608]
cell-manifestations: Ansiedad ante lo nuevo, repetición de preguntas, obsesividad bbox=[247, 550, 367, 608]
cell-learning-impact: Impide apertura, bloquea aprendizaje relacional bbox=[947, 367, 1065, 427]
cell-beliefs: "Pensar basta, el cuerpo no cuenta", "Lo emocional es secundario" bbox=[489, 977, 611, 1041]
table-row bbox=[5, 909, 1415, 977]
table-row bbox=[5, 1338, 1415, 1392]
cell-awareness-level: Conciencia de los propios juicios bbox=[825, 367, 947, 427]
